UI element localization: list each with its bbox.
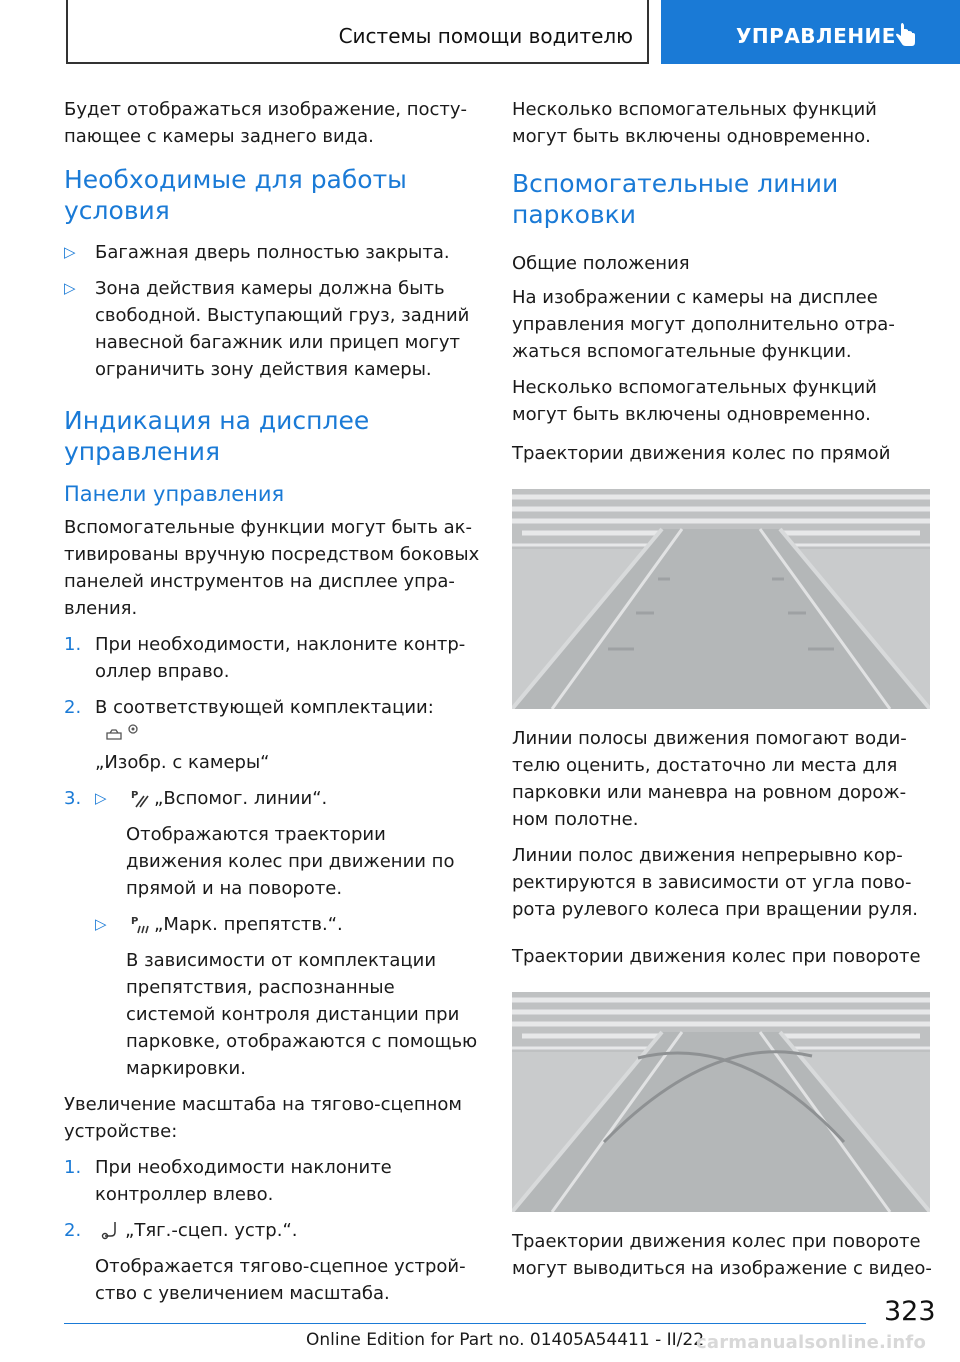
turn-text-1: Траектории движения колес при повороте могут выводиться на изображение с видео-: [512, 1231, 932, 1279]
header-title-box: [66, 0, 649, 64]
watermark: carmanualsonline.info: [696, 1332, 927, 1353]
header-section-box: [661, 0, 960, 64]
tow-hitch-icon: [99, 1220, 121, 1240]
svg-text:P: P: [131, 790, 139, 801]
list-item: ▷ P „Вспомог. линии“. Отображаются траектории движения колес при движении по прямой и на повороте.: [95, 785, 482, 902]
heading-panels: Панели управления: [64, 482, 285, 506]
heading-general: Общие положения: [512, 253, 690, 274]
heading-display: Индикация на дисплее управления: [64, 406, 370, 466]
right-column: [512, 96, 932, 1291]
heading-parking-lines: Вспомогательные линии парковки: [512, 169, 839, 229]
straight-text-1: Линии полосы движения помогают водителю оценить, достаточно ли места для парковки или маневра на ровном дорожном полотне.: [512, 728, 907, 830]
general-text-1: На изображении с камеры на дисплее управления могут дополнительно отражаться вспомогательные функции.: [512, 287, 895, 362]
step-sub-list: [95, 785, 482, 1082]
bullet-triangle-icon: ▷: [95, 915, 107, 933]
straight-text-2: Линии полос движения непрерывно корректируются в зависимости от угла поворота рулевого колеса при вращении руля.: [512, 845, 918, 920]
list-item: ▷ P „Марк. препятств.“. В зависимости от комплектации препятствия, распознанные системой контроля дистанции при парковке, отображаются с помощью маркировки.: [95, 911, 482, 1082]
panels-text: Вспомогательные функции могут быть активированы вручную посредством боковых панелей инструментов на дисплее управления.: [64, 517, 480, 619]
step-item: 2. В соответствующей комплектации: „Изобр. с камеры“: [64, 697, 434, 773]
footer-divider: [64, 1323, 866, 1324]
list-item: ▷ Багажная дверь полностью закрыта.: [64, 239, 482, 266]
heading-conditions: Необходимые для работы условия: [64, 165, 407, 225]
parking-lines-icon: [130, 788, 150, 808]
straight-paths-illustration: [512, 489, 930, 709]
heading-straight-paths: Траектории движения колес по прямой: [512, 443, 891, 464]
heading-turn-paths: Траектории движения колес при повороте: [512, 946, 921, 967]
step-item: 1. При необходимости, наклоните контроллер вправо.: [64, 634, 466, 682]
turn-paths-illustration: [512, 992, 930, 1212]
header-section-label: УПРАВЛЕНИЕ: [736, 24, 896, 48]
figure-straight-paths: [512, 489, 930, 709]
general-text-2: Несколько вспомогательных функций могут быть включены одновременно.: [512, 377, 877, 425]
conditions-list: [64, 239, 482, 383]
list-item: ▷ Зона действия камеры должна быть свободной. Выступающий груз, задний навесной багажник или прицеп могут ограничить зону действия камеры.: [64, 275, 482, 383]
footer-edition: Online Edition for Part no. 01405A54411 - II/22: [306, 1330, 705, 1350]
camera-settings-icon: [103, 721, 143, 743]
zoom-text: Увеличение масштаба на тягово-сцепном устройстве:: [64, 1094, 462, 1142]
bullet-triangle-icon: ▷: [95, 789, 107, 807]
step-item: 1. При необходимости наклоните контроллер влево.: [64, 1157, 392, 1205]
camera-intro: Будет отображаться изображение, поступающее с камеры заднего вида.: [64, 99, 468, 147]
step-item: 3. ▷ P „Вспомог. линии“. Отображаются траектории движения колес при движении по прямой и на повороте. ▷ P „Марк. препятств.“. В зависимости от комплектации препятствия, распознанные системой контроля дистанции при парковке, отображаются с помощью маркировки.: [64, 785, 482, 1082]
left-column: [64, 96, 482, 1316]
steps-list: [64, 631, 482, 1082]
hand-pointer-icon: [893, 22, 919, 48]
page-number: 323: [884, 1296, 936, 1327]
right-intro: Несколько вспомогательных функций могут быть включены одновременно.: [512, 99, 877, 147]
svg-text:P: P: [131, 916, 139, 927]
obstacle-marking-icon: [130, 914, 150, 934]
bullet-triangle-icon: ▷: [64, 243, 76, 261]
figure-turn-paths: [512, 992, 930, 1212]
header-title: Системы помощи водителю: [338, 24, 633, 48]
step-item: 2. „Тяг.-сцеп. устр.“. Отображается тягово-сцепное устройство с увеличением масштаба.: [64, 1220, 466, 1304]
bullet-triangle-icon: ▷: [64, 279, 76, 297]
zoom-steps-list: [64, 1154, 482, 1307]
